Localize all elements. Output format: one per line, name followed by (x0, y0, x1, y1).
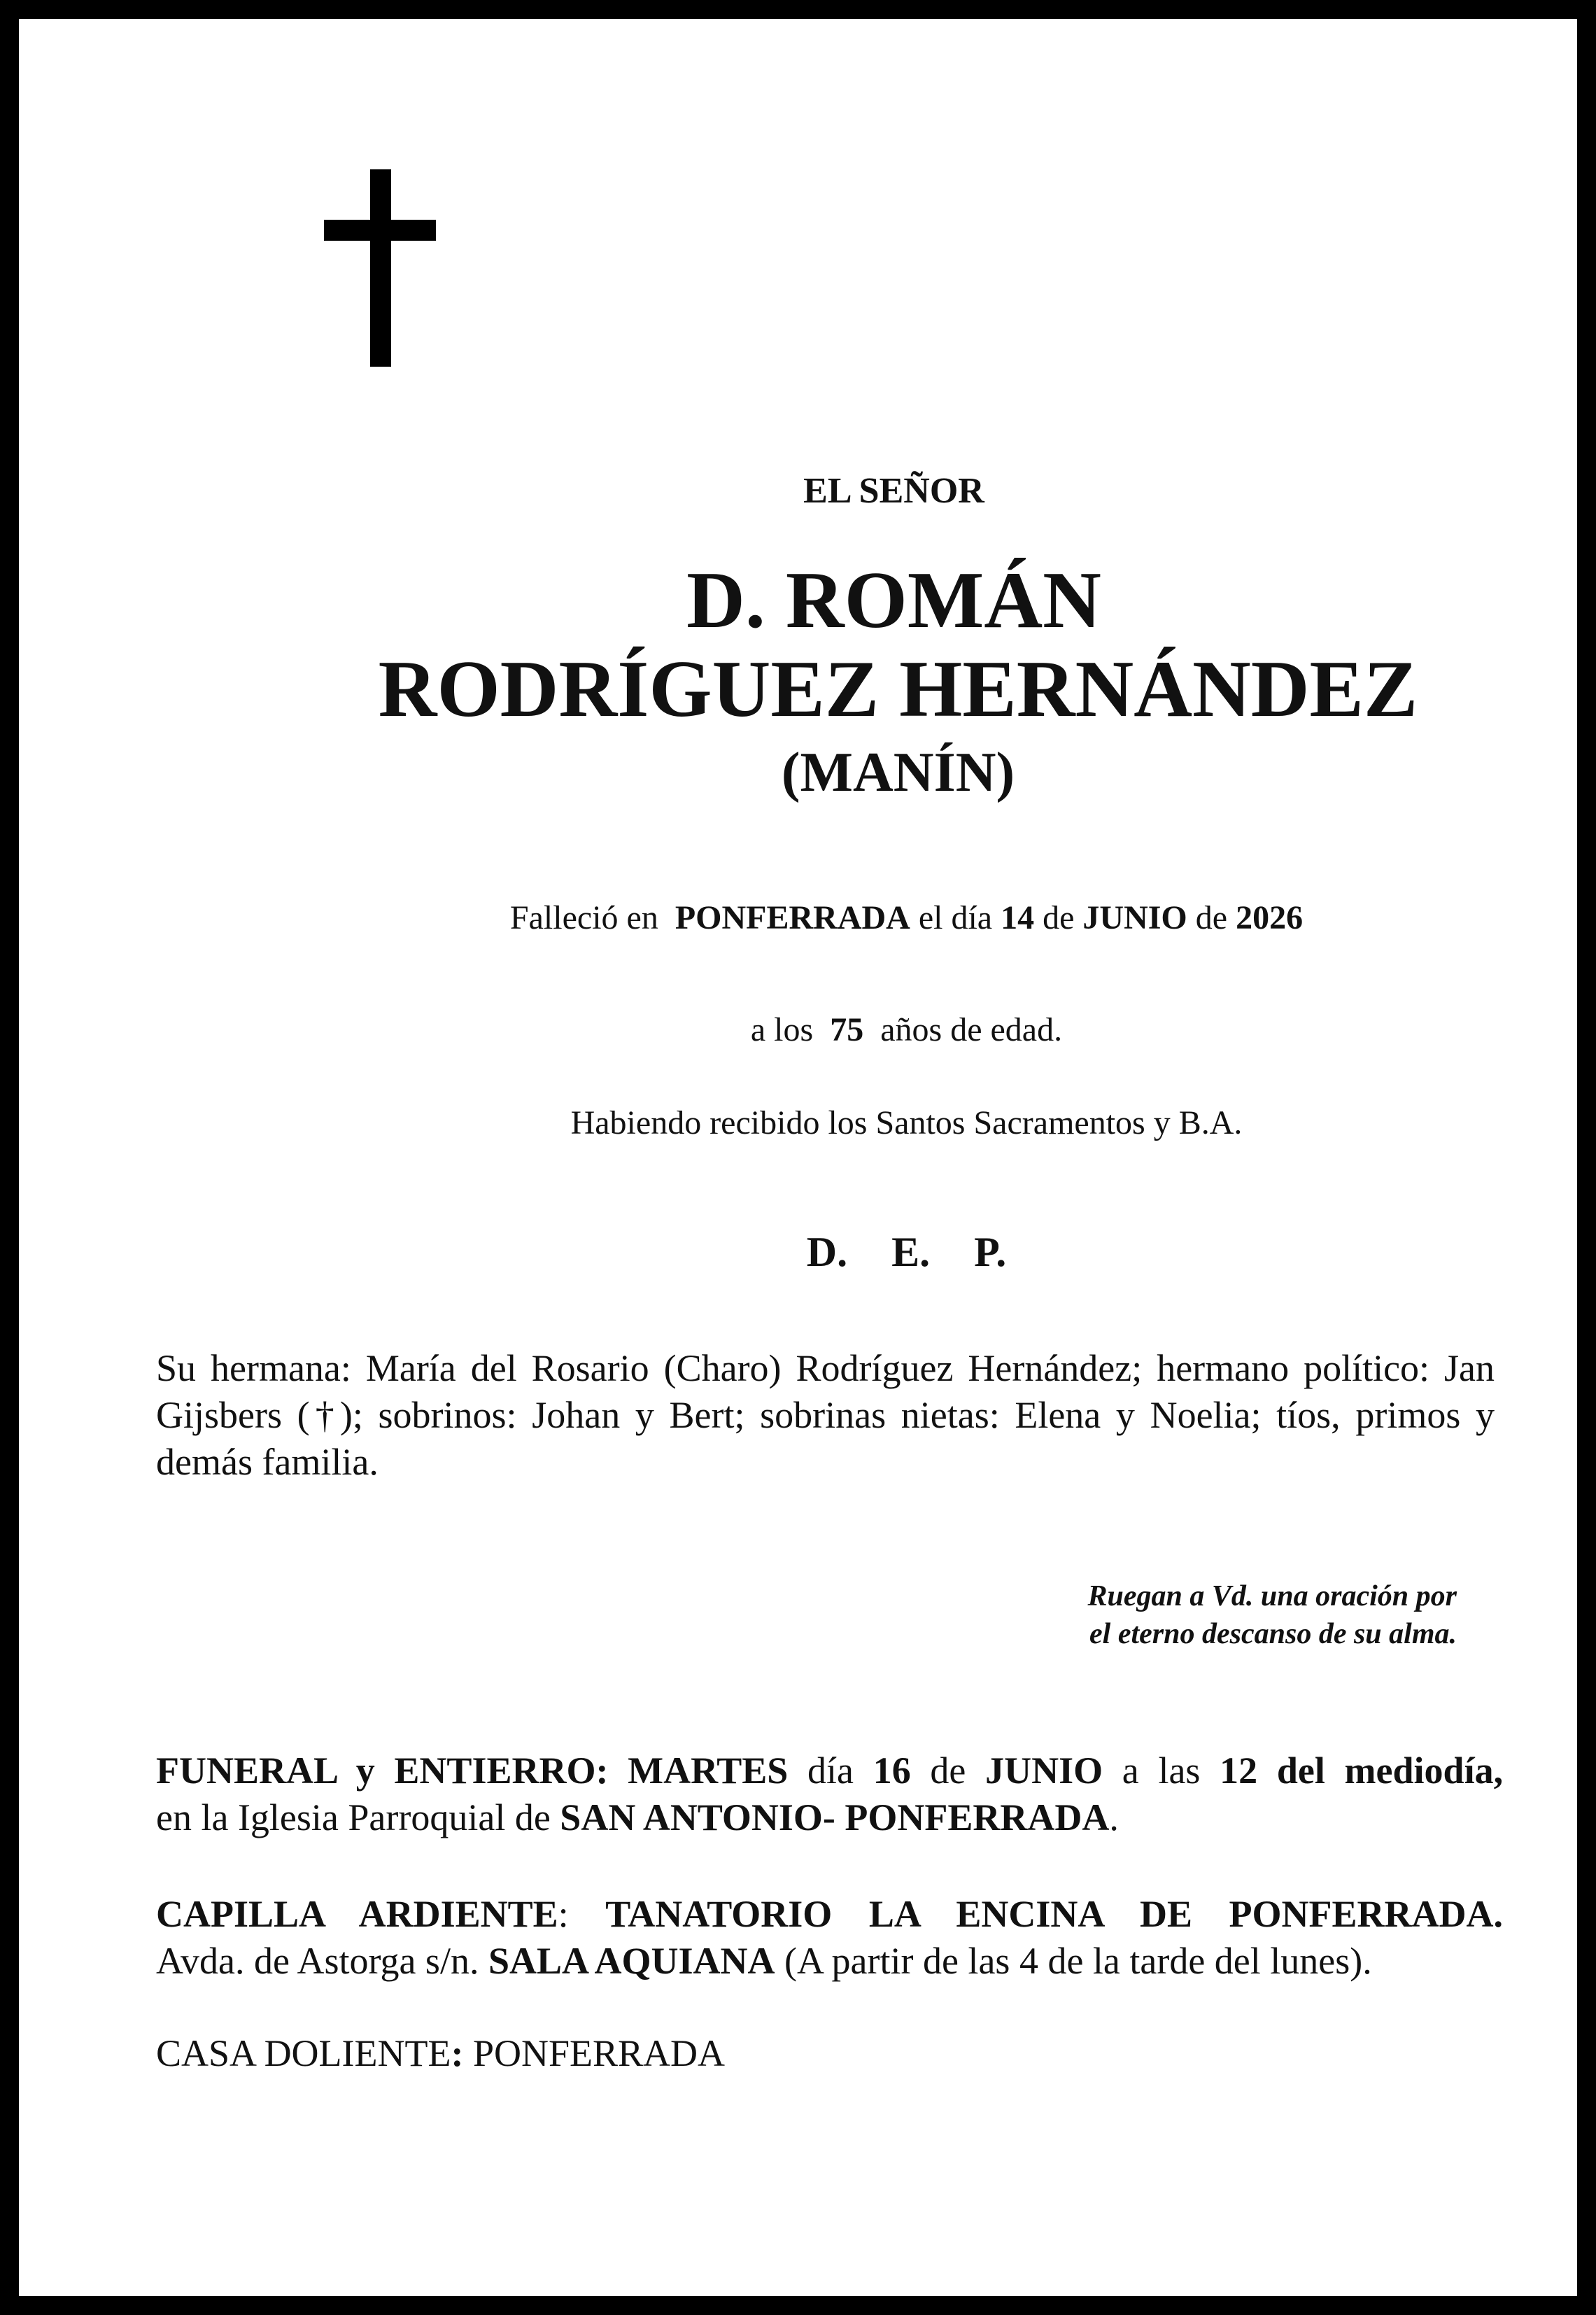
funeral-day: 16 (873, 1750, 911, 1792)
chapel-details (156, 1891, 1503, 1985)
funeral-weekday: MARTES (628, 1750, 789, 1792)
honorific: EL SEÑOR (803, 471, 984, 511)
death-day: 14 (1001, 899, 1035, 936)
mourning-house-line (156, 2030, 1503, 2077)
death-year: 2026 (1236, 899, 1304, 936)
funeral-time-label: a las (1122, 1750, 1201, 1792)
chapel-address: Avda. de Astorga s/n. (156, 1940, 479, 1982)
deceased-name-line-2: RODRÍGUEZ HERNÁNDEZ (378, 645, 1418, 734)
prayer-request (1088, 1577, 1457, 1653)
death-statement (108, 899, 1596, 937)
deceased-nickname: (MANÍN) (781, 742, 1015, 803)
funeral-place-prefix: en la Iglesia Parroquial de (156, 1796, 551, 1838)
death-place: PONFERRADA (675, 899, 910, 936)
funeral-line-1 (156, 1747, 1503, 1794)
death-de-1: de (1043, 899, 1075, 936)
age-statement (108, 1011, 1596, 1049)
funeral-day-label: día (807, 1750, 854, 1792)
age-years: 75 (830, 1011, 864, 1048)
death-month: JUNIO (1082, 899, 1187, 936)
age-suffix: años de edad. (880, 1011, 1063, 1048)
chapel-line-2 (156, 1938, 1503, 1985)
sacraments-statement: Habiendo recibido los Santos Sacramentos y B.A. (570, 1104, 1243, 1141)
chapel-line-1 (156, 1891, 1503, 1938)
funeral-line-2 (156, 1794, 1503, 1841)
death-day-label: el día (918, 899, 993, 936)
latin-cross-icon (324, 169, 436, 367)
death-prefix: Falleció en (509, 899, 658, 936)
prayer-line-2: el eterno descanso de su alma. (1089, 1618, 1457, 1650)
funeral-place: SAN ANTONIO- PONFERRADA (560, 1796, 1110, 1838)
funeral-place-end: . (1109, 1796, 1119, 1838)
family-list: Su hermana: María del Rosario (Charo) Rodríguez Hernández; hermano político: Jan Gijsbers (†); sobrinos: Johan y Bert; sobrinas nietas: Elena y Noelia; tíos, primos y demás familia. (156, 1347, 1495, 1483)
rip-abbreviation: D. E. P. (806, 1229, 1007, 1275)
mourning-house-place: PONFERRADA (472, 2032, 726, 2074)
chapel-room: SALA AQUIANA (488, 1940, 775, 1982)
prayer-line-1: Ruegan a Vd. una oración por (1087, 1580, 1457, 1612)
chapel-label: CAPILLA ARDIENTE (156, 1893, 558, 1935)
funeral-month: JUNIO (985, 1750, 1103, 1792)
mourning-house-label: CASA DOLIENTE (156, 2032, 451, 2074)
funeral-label: FUNERAL y ENTIERRO: (156, 1750, 609, 1792)
chapel-hours: (A partir de las 4 de la tarde del lunes). (784, 1940, 1372, 1982)
death-de-2: de (1195, 899, 1228, 936)
chapel-venue: TANATORIO LA ENCINA DE PONFERRADA. (605, 1893, 1504, 1935)
chapel-separator: : (558, 1893, 569, 1935)
age-prefix: a los (750, 1011, 814, 1048)
funeral-de: de (930, 1750, 966, 1792)
funeral-time: 12 del mediodía, (1220, 1750, 1504, 1792)
funeral-details (156, 1747, 1503, 1841)
mourning-house (156, 2030, 1503, 2077)
deceased-name-line-1: D. ROMÁN (686, 556, 1101, 645)
mourning-house-separator: : (451, 2032, 464, 2074)
